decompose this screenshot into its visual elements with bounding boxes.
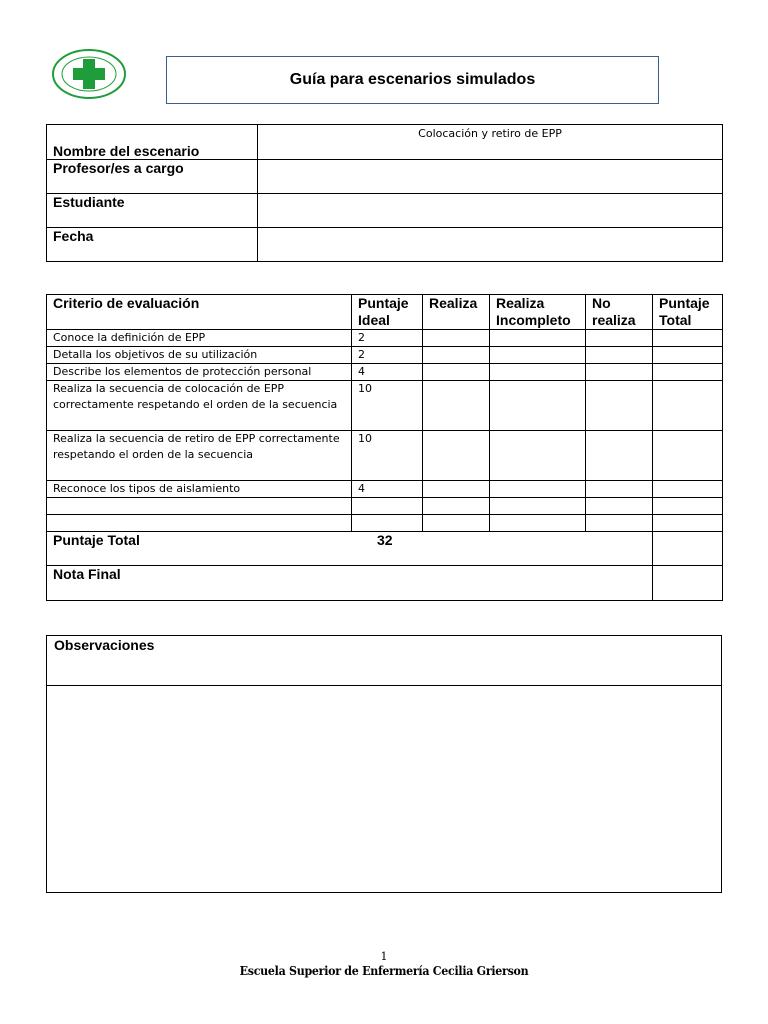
criterion-cell[interactable] <box>47 498 352 515</box>
total-score-value: 32 <box>377 532 393 548</box>
not-done-cell[interactable] <box>586 381 653 431</box>
final-grade-row <box>47 566 723 601</box>
observations-label: Observaciones <box>47 636 721 686</box>
total-cell[interactable] <box>653 347 723 364</box>
ideal-score-cell[interactable] <box>352 515 423 532</box>
not-done-cell[interactable] <box>586 330 653 347</box>
incomplete-cell[interactable] <box>490 381 586 431</box>
done-cell[interactable] <box>423 481 490 498</box>
criterion-text: Realiza la secuencia de retiro de EPP correctamente respetando el orden de la secuencia <box>47 431 352 481</box>
table-row <box>47 347 723 364</box>
total-cell[interactable] <box>653 381 723 431</box>
ideal-score: 4 <box>352 481 423 498</box>
ideal-score: 2 <box>352 330 423 347</box>
final-grade-field[interactable] <box>653 566 723 601</box>
observations-box <box>46 635 722 893</box>
ideal-score: 4 <box>352 364 423 381</box>
total-cell[interactable] <box>653 481 723 498</box>
criterion-text: Detalla los objetivos de su utilización <box>47 347 352 364</box>
total-score-label: Puntaje Total <box>53 532 140 548</box>
header-total-score: Puntaje Total <box>653 295 723 330</box>
not-done-cell[interactable] <box>586 498 653 515</box>
table-row <box>47 481 723 498</box>
ideal-score: 2 <box>352 347 423 364</box>
incomplete-cell[interactable] <box>490 364 586 381</box>
evaluation-header-row <box>47 295 723 330</box>
incomplete-cell[interactable] <box>490 515 586 532</box>
done-cell[interactable] <box>423 364 490 381</box>
total-score-cell <box>47 532 653 566</box>
criterion-text: Reconoce los tipos de aislamiento <box>47 481 352 498</box>
student-label: Estudiante <box>47 194 258 228</box>
evaluation-table <box>46 294 723 601</box>
incomplete-cell[interactable] <box>490 481 586 498</box>
total-cell[interactable] <box>653 330 723 347</box>
page-title: Guía para escenarios simulados <box>166 56 659 104</box>
scenario-name-label: Nombre del escenario <box>47 125 258 160</box>
header-not-done: No realiza <box>586 295 653 330</box>
school-logo <box>52 49 126 99</box>
table-row <box>47 381 723 431</box>
not-done-cell[interactable] <box>586 347 653 364</box>
done-cell[interactable] <box>423 498 490 515</box>
criterion-text: Realiza la secuencia de colocación de EPP correctamente respetando el orden de la secuencia <box>47 381 352 431</box>
date-field[interactable] <box>258 228 723 262</box>
table-row <box>47 431 723 481</box>
total-score-field[interactable] <box>653 532 723 566</box>
header-criterion: Criterio de evaluación <box>47 295 352 330</box>
table-row-empty <box>47 515 723 532</box>
date-label: Fecha <box>47 228 258 262</box>
final-grade-label: Nota Final <box>47 566 653 601</box>
scenario-name-value: Colocación y retiro de EPP <box>258 125 723 160</box>
total-cell[interactable] <box>653 431 723 481</box>
incomplete-cell[interactable] <box>490 330 586 347</box>
done-cell[interactable] <box>423 381 490 431</box>
page-number: 1 <box>380 950 388 963</box>
incomplete-cell[interactable] <box>490 347 586 364</box>
ideal-score: 10 <box>352 431 423 481</box>
not-done-cell[interactable] <box>586 431 653 481</box>
done-cell[interactable] <box>423 515 490 532</box>
criterion-text: Describe los elementos de protección personal <box>47 364 352 381</box>
total-cell[interactable] <box>653 515 723 532</box>
done-cell[interactable] <box>423 330 490 347</box>
done-cell[interactable] <box>423 347 490 364</box>
incomplete-cell[interactable] <box>490 498 586 515</box>
not-done-cell[interactable] <box>586 481 653 498</box>
total-cell[interactable] <box>653 364 723 381</box>
school-name-footer: Escuela Superior de Enfermería Cecilia Grierson <box>239 964 529 978</box>
teacher-field[interactable] <box>258 160 723 194</box>
ideal-score-cell[interactable] <box>352 498 423 515</box>
observations-field[interactable] <box>47 686 721 892</box>
incomplete-cell[interactable] <box>490 431 586 481</box>
ideal-score: 10 <box>352 381 423 431</box>
not-done-cell[interactable] <box>586 364 653 381</box>
total-cell[interactable] <box>653 498 723 515</box>
table-row-empty <box>47 498 723 515</box>
header-incomplete: Realiza Incompleto <box>490 295 586 330</box>
done-cell[interactable] <box>423 431 490 481</box>
total-row <box>47 532 723 566</box>
table-row <box>47 330 723 347</box>
header-done: Realiza <box>423 295 490 330</box>
student-field[interactable] <box>258 194 723 228</box>
teacher-label: Profesor/es a cargo <box>47 160 258 194</box>
criterion-text: Conoce la definición de EPP <box>47 330 352 347</box>
not-done-cell[interactable] <box>586 515 653 532</box>
table-row <box>47 364 723 381</box>
header-ideal-score: Puntaje Ideal <box>352 295 423 330</box>
scenario-info-table <box>46 124 723 262</box>
criterion-cell[interactable] <box>47 515 352 532</box>
